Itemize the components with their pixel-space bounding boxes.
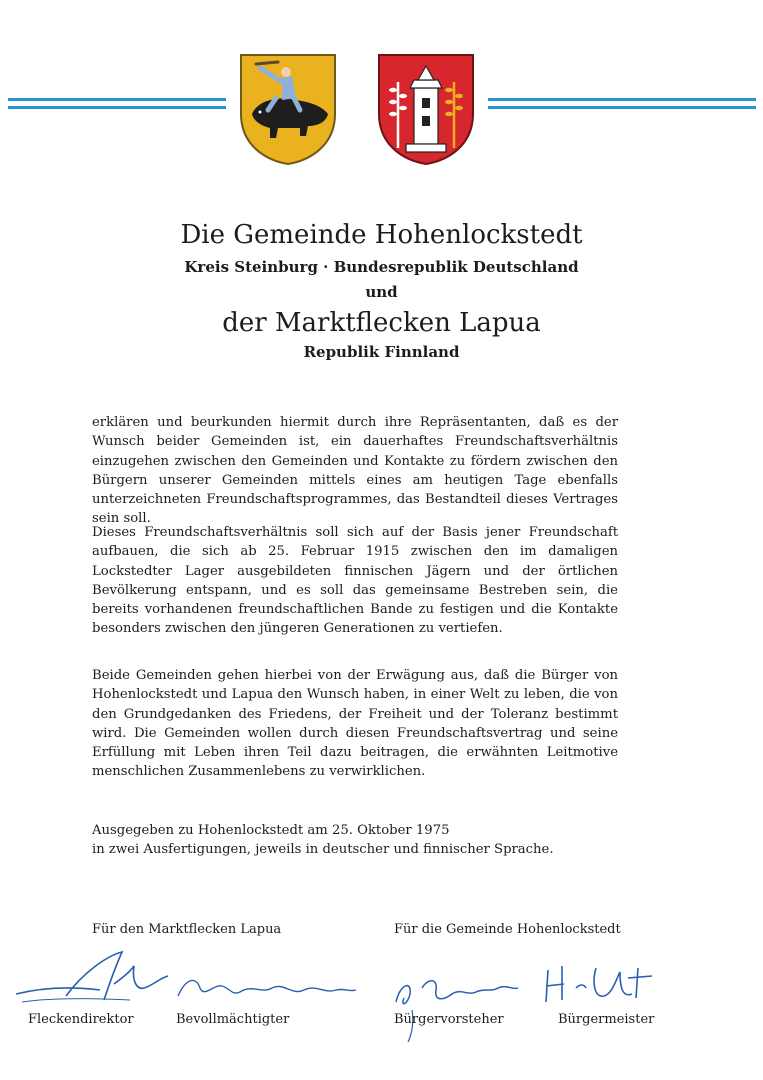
signature-fleckendirektor [10, 948, 180, 1010]
signature-buergervorsteher [388, 962, 528, 1046]
role-fleckendirektor: Fleckendirektor [28, 1012, 134, 1027]
paragraph-declaration: erklären und beurkunden hiermit durch ihre Repräsentanten, daß es der Wunsch beider Gemeinden ist, ein dauerhaftes Freundschaftsverhältnis einzugehen zwischen den Gemeinden und Kontakte zu fördern zwischen den Bürgern unserer Gemeinden mittels eines am heutigen Tage ebenfalls unterzeichneten Freundschaftsprogrammes, das Bestandteil dieses Vertrages sein soll. [92, 415, 618, 527]
role-buergermeister: Bürgermeister [558, 1012, 655, 1027]
issued-line-2: in zwei Ausfertigungen, jeweils in deutscher und finnischer Sprache. [92, 842, 554, 858]
signature-heading-lapua: Für den Marktflecken Lapua [92, 922, 282, 937]
subtitle-hohenlockstedt: Kreis Steinburg · Bundesrepublik Deutschland [184, 258, 579, 276]
paragraph-friendship-basis: Dieses Freundschaftsverhältnis soll sich auf der Basis jener Freundschaft aufbauen, die sich ab 25. Februar 1915 zwischen den im damaligen Lockstedter Lager ausgebildeten finnischen Jägern und der örtlichen Bevölkerung entspann, und es soll das gemeinsame Bestreben sein, die bereits vorhandenen freundschaftlichen Bande zu festigen und die Kontakte besonders zwischen den jüngeren Generationen zu vertiefen. [92, 525, 618, 637]
lapua-crest-icon [376, 52, 476, 170]
connector-und: und [365, 283, 398, 301]
paragraph-shared-values: Beide Gemeinden gehen hierbei von der Erwägung aus, daß die Bürger von Hohenlockstedt und Lapua den Wunsch haben, in einer Welt zu leben, die von den Grundgedanken des Friedens, der Freiheit und der Toleranz bestimmt wird. Die Gemeinden wollen durch diesen Freundschaftsvertrag und seine Erfüllung mit Leben ihren Teil dazu beitragen, die erwähnten Leitmotive menschlichen Zusammenlebens zu verwirklichen. [92, 668, 618, 780]
issued-statement [92, 821, 618, 860]
issued-line-1: Ausgegeben zu Hohenlockstedt am 25. Oktober 1975 [92, 823, 450, 838]
signature-buergermeister [540, 958, 670, 1008]
role-buergervorsteher: Bürgervorsteher [394, 1012, 504, 1027]
title-lapua: der Marktflecken Lapua [222, 308, 541, 338]
right-blue-stripes [488, 98, 756, 114]
signature-heading-hohenlockstedt: Für die Gemeinde Hohenlockstedt [394, 922, 621, 937]
subtitle-lapua: Republik Finnland [303, 343, 460, 361]
role-bevollmaechtigter: Bevollmächtigter [176, 1012, 290, 1027]
title-hohenlockstedt: Die Gemeinde Hohenlockstedt [180, 220, 583, 250]
signature-bevollmaechtigter [172, 966, 362, 1010]
left-blue-stripes [8, 98, 226, 114]
hohenlockstedt-crest-icon [238, 52, 338, 170]
